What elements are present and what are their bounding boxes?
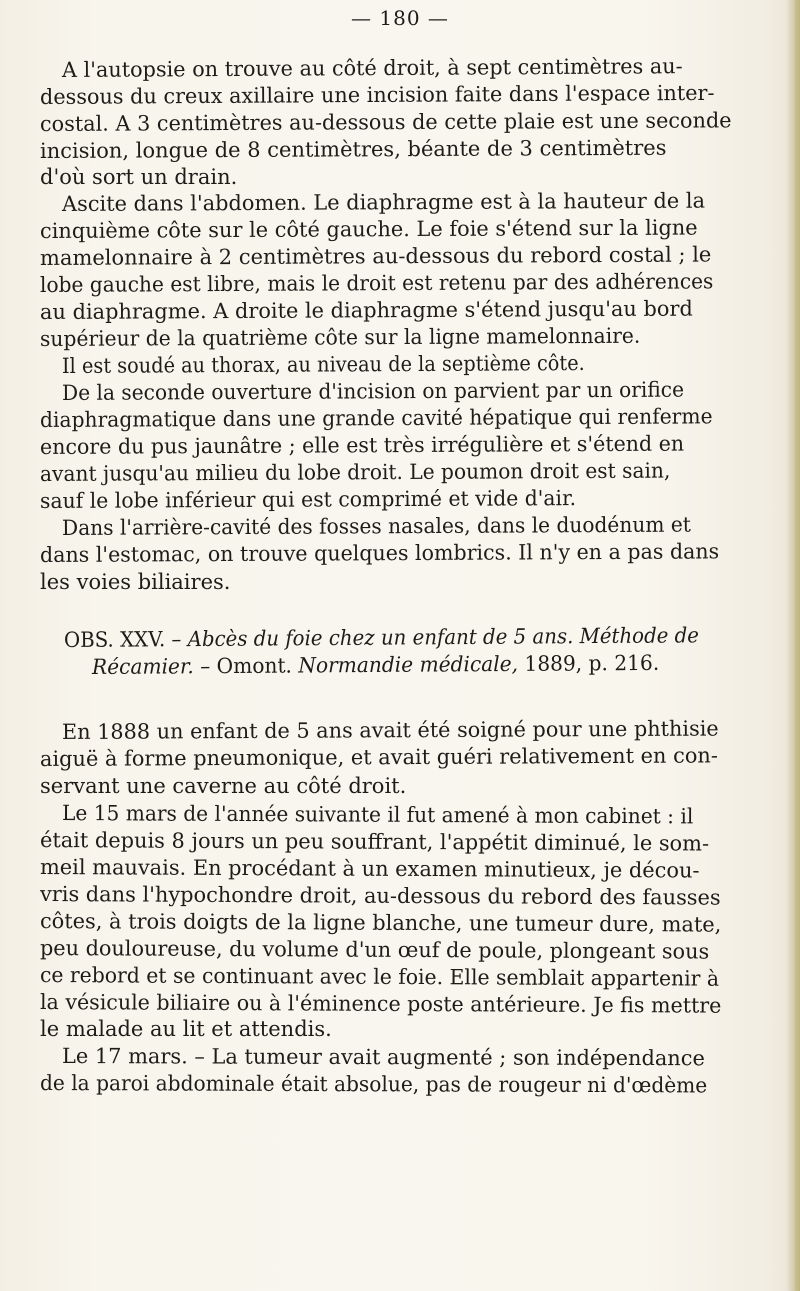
page-edge-tint [795, 0, 800, 1291]
text-line: avant jusqu'au milieu du lobe droit. Le poumon droit est sain, [39, 458, 671, 486]
text-line: lobe gauche est libre, mais le droit est retenu par des adhérences [39, 269, 714, 297]
text-line: Ascite dans l'abdomen. Le diaphragme est à la hauteur de la [61, 188, 706, 216]
text-line: côtes, à trois doigts de la ligne blanche, une tumeur dure, mate, [39, 909, 722, 937]
text-line: Il est soudé au thorax, au niveau de la septième côte. [61, 351, 585, 378]
text-line: Le 15 mars de l'année suivante il fut amené à mon cabinet : il [61, 801, 694, 829]
text-line: supérieur de la quatrième côte sur la ligne mamelonnaire. [39, 323, 641, 351]
text-line: aiguë à forme pneumonique, et avait guéri relativement en con- [39, 743, 718, 771]
text-line: servant une caverne au côté droit. [40, 774, 407, 798]
text-line: de la paroi abdominale était absolue, pas de rougeur ni d'œdème [39, 1071, 708, 1098]
text-line: meil mauvais. En procédant à un examen minutieux, je décou- [39, 855, 700, 883]
text-line: vris dans l'hypochondre droit, au-dessous du rebord des fausses [39, 882, 721, 910]
text-line: peu douloureuse, du volume d'un œuf de poule, plongeant sous [39, 936, 710, 964]
observation-citation-line [92, 650, 659, 681]
text-line: mamelonnaire à 2 centimètres au-dessous du rebord costal ; le [39, 242, 712, 270]
text-line: d'où sort un drain. [40, 165, 238, 189]
page-number: — 180 — [351, 6, 449, 30]
text-line: la vésicule biliaire ou à l'éminence poste antérieure. Je fis mettre [39, 990, 722, 1018]
text-line: était depuis 8 jours un peu souffrant, l'appétit diminué, le som- [39, 828, 710, 856]
observation-title-line [64, 622, 699, 654]
text-line: A l'autopsie on trouve au côté droit, à sept centimètres au- [61, 54, 683, 82]
text-line: incision, longue de 8 centimètres, béante de 3 centimètres [39, 135, 667, 163]
text-line: au diaphragme. A droite le diaphragme s'étend jusqu'au bord [39, 296, 693, 324]
text-line: diaphragmatique dans une grande cavité hépatique qui renferme [39, 404, 713, 432]
text-line: costal. A 3 centimètres au-dessous de cette plaie est une seconde [39, 108, 732, 136]
observation-title: Abcès du foie chez un enfant de 5 ans. Méthode de [187, 623, 700, 652]
text-line: En 1888 un enfant de 5 ans avait été soigné pour une phthisie [61, 716, 719, 744]
text-line: Le 17 mars. – La tumeur avait augmenté ; son indépendance [61, 1044, 705, 1071]
observation-label: OBS. XXV. – [63, 627, 182, 652]
text-line: dessous du creux axillaire une incision faite dans l'espace inter- [39, 80, 715, 109]
citation-details: 1889, p. 216. [517, 650, 660, 676]
text-line: sauf le lobe inférieur qui est comprimé et vide d'air. [39, 486, 577, 513]
text-line: De la seconde ouverture d'incision on parvient par un orifice [61, 377, 685, 405]
citation-author: – Omont. [193, 653, 299, 679]
text-line: ce rebord et se continuant avec le foie. Elle semblait appartenir à [39, 963, 720, 991]
text-line: dans l'estomac, on trouve quelques lombrics. Il n'y en a pas dans [39, 539, 720, 567]
citation-journal: Normandie médicale, [298, 651, 519, 678]
observation-title-end: Récamier. [91, 654, 194, 679]
text-line: Dans l'arrière-cavité des fosses nasales, dans le duodénum et [61, 512, 691, 540]
text-line: les voies biliaires. [40, 570, 231, 594]
text-line: le malade au lit et attendis. [40, 1017, 332, 1041]
text-line: cinquième côte sur le côté gauche. Le foie s'étend sur la ligne [39, 215, 698, 243]
text-line: encore du pus jaunâtre ; elle est très irrégulière et s'étend en [39, 431, 685, 459]
